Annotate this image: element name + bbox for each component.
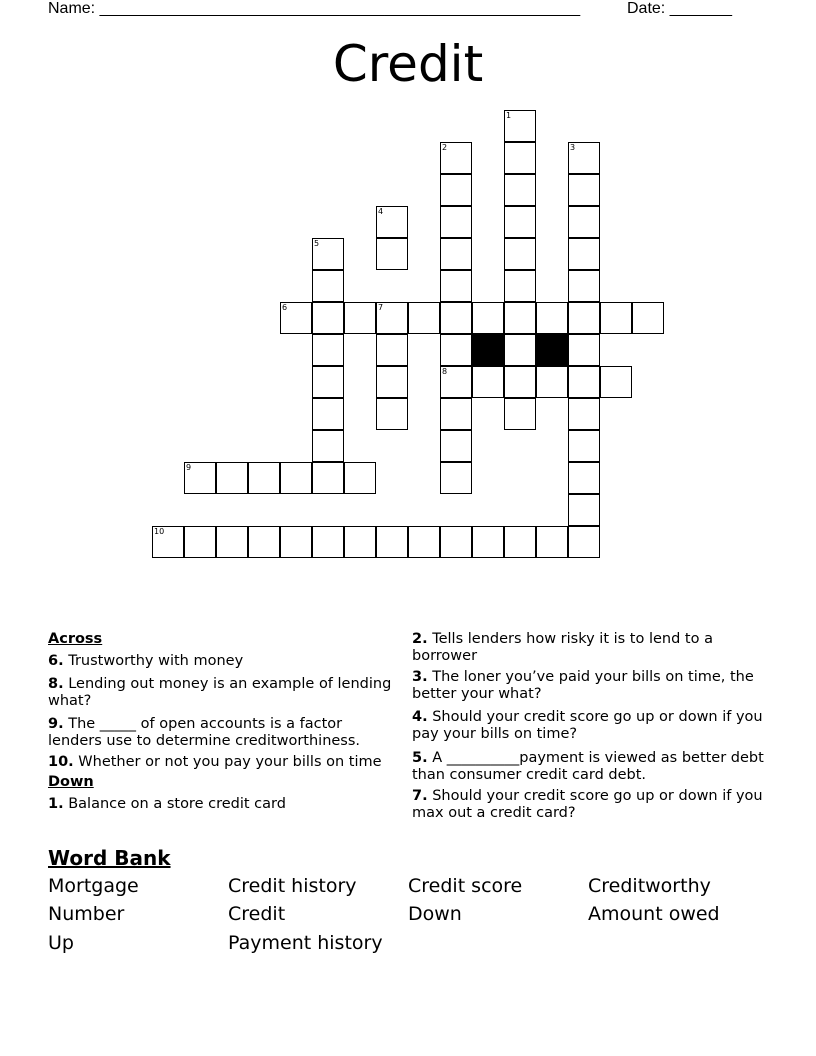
clue-number: 1	[506, 111, 512, 120]
grid-cell[interactable]	[248, 526, 280, 558]
grid-cell[interactable]	[440, 270, 472, 302]
word-bank-item: Up	[48, 932, 74, 954]
grid-cell[interactable]	[568, 526, 600, 558]
word-bank-item: Credit score	[408, 875, 523, 897]
grid-cell[interactable]	[568, 366, 600, 398]
grid-cell[interactable]	[376, 366, 408, 398]
grid-cell[interactable]	[568, 494, 600, 526]
grid-cell[interactable]	[568, 142, 600, 174]
word-bank-item: Credit history	[228, 875, 357, 897]
grid-cell[interactable]	[184, 462, 216, 494]
across-heading: Across	[48, 631, 103, 647]
grid-cell[interactable]	[568, 238, 600, 270]
grid-cell[interactable]	[312, 238, 344, 270]
clue-number: 4	[378, 207, 384, 216]
grid-cell[interactable]	[568, 334, 600, 366]
grid-cell[interactable]	[440, 526, 472, 558]
clue-across-10: 10. Whether or not you pay your bills on time	[48, 754, 382, 770]
page-title: Credit	[332, 35, 484, 93]
word-bank-title: Word Bank	[48, 846, 171, 870]
grid-cell[interactable]	[536, 366, 568, 398]
black-cell	[536, 334, 568, 366]
clues-right-column	[412, 631, 772, 822]
clue-across-8: 8. Lending out money is an example of lending what?	[48, 676, 392, 709]
clues-left-column	[48, 631, 393, 813]
grid-cell[interactable]	[216, 462, 248, 494]
grid-cell[interactable]	[376, 302, 408, 334]
grid-cell[interactable]	[632, 302, 664, 334]
grid-cell[interactable]	[568, 462, 600, 494]
grid-cell[interactable]	[280, 526, 312, 558]
grid-cell[interactable]	[568, 302, 600, 334]
clue-number: 8	[442, 367, 448, 376]
grid-cell[interactable]	[376, 334, 408, 366]
clue-down-3: 3. The loner you’ve paid your bills on time, the better your what?	[412, 669, 754, 702]
grid-cell[interactable]	[472, 526, 504, 558]
clue-down-5: 5. A __________payment is viewed as better debt than consumer credit card debt.	[412, 750, 764, 783]
clue-number: 6	[282, 303, 288, 312]
grid-cell[interactable]	[600, 302, 632, 334]
grid-cell[interactable]	[440, 430, 472, 462]
grid-cell[interactable]	[312, 302, 344, 334]
grid-cell[interactable]	[312, 270, 344, 302]
grid-cell[interactable]	[312, 398, 344, 430]
grid-cell[interactable]	[504, 238, 536, 270]
grid-cell[interactable]	[440, 462, 472, 494]
grid-cell[interactable]	[504, 302, 536, 334]
grid-cell[interactable]	[376, 398, 408, 430]
grid-cell[interactable]	[440, 142, 472, 174]
grid-cell[interactable]	[440, 302, 472, 334]
grid-cell[interactable]	[344, 462, 376, 494]
grid-cell[interactable]	[312, 430, 344, 462]
word-bank-item: Credit	[228, 903, 286, 925]
clue-down-4: 4. Should your credit score go up or down if you pay your bills on time?	[412, 709, 763, 742]
grid-cell[interactable]	[344, 302, 376, 334]
grid-cell[interactable]	[504, 334, 536, 366]
grid-cell[interactable]	[344, 526, 376, 558]
grid-cell[interactable]	[472, 366, 504, 398]
grid-cell[interactable]	[312, 462, 344, 494]
grid-cell[interactable]	[600, 366, 632, 398]
grid-cell[interactable]	[408, 526, 440, 558]
grid-cell[interactable]	[440, 334, 472, 366]
word-bank-item: Amount owed	[588, 903, 720, 925]
clue-number: 5	[314, 239, 320, 248]
grid-cell[interactable]	[504, 366, 536, 398]
grid-cell[interactable]	[312, 334, 344, 366]
grid-cell[interactable]	[440, 366, 472, 398]
word-bank-item: Number	[48, 903, 125, 925]
name-line: Name: ______________________________________________________	[48, 0, 581, 17]
grid-cell[interactable]	[504, 398, 536, 430]
word-bank-item: Payment history	[228, 932, 383, 954]
grid-cell[interactable]	[440, 238, 472, 270]
grid-cell[interactable]	[376, 206, 408, 238]
grid-cell[interactable]	[536, 526, 568, 558]
grid-cell[interactable]	[472, 302, 504, 334]
grid-cell[interactable]	[440, 398, 472, 430]
grid-cell[interactable]	[216, 526, 248, 558]
grid-cell[interactable]	[568, 206, 600, 238]
grid-cell[interactable]	[280, 462, 312, 494]
grid-cell[interactable]	[568, 174, 600, 206]
grid-cell[interactable]	[504, 270, 536, 302]
grid-cell[interactable]	[184, 526, 216, 558]
clue-number: 2	[442, 143, 448, 152]
black-cell	[472, 334, 504, 366]
grid-cell[interactable]	[312, 526, 344, 558]
grid-cell[interactable]	[440, 206, 472, 238]
grid-cell[interactable]	[408, 302, 440, 334]
clue-number: 10	[154, 527, 165, 536]
grid-cell[interactable]	[504, 526, 536, 558]
grid-cell[interactable]	[504, 142, 536, 174]
clue-number: 7	[378, 303, 384, 312]
word-bank-item: Down	[408, 903, 462, 925]
grid-cell[interactable]	[568, 398, 600, 430]
grid-cell[interactable]	[536, 302, 568, 334]
clue-down-1: 1. Balance on a store credit card	[48, 796, 286, 812]
grid-cell[interactable]	[568, 430, 600, 462]
clue-down-2: 2. Tells lenders how risky it is to lend to a borrower	[412, 631, 713, 664]
grid-cell[interactable]	[376, 238, 408, 270]
grid-cell[interactable]	[376, 526, 408, 558]
clue-down-7: 7. Should your credit score go up or down if you max out a credit card?	[412, 788, 763, 821]
grid-cell[interactable]	[504, 206, 536, 238]
date-line: Date: _______	[627, 0, 732, 17]
down-heading: Down	[48, 774, 94, 790]
grid-cell[interactable]	[504, 174, 536, 206]
grid-cell[interactable]	[568, 270, 600, 302]
grid-cell[interactable]	[440, 174, 472, 206]
clue-across-6: 6. Trustworthy with money	[48, 653, 244, 669]
grid-cell[interactable]	[248, 462, 280, 494]
grid-cell[interactable]	[504, 110, 536, 142]
word-bank-item: Mortgage	[48, 875, 139, 897]
word-bank-item: Creditworthy	[588, 875, 711, 897]
clue-across-9: 9. The _____ of open accounts is a factor lenders use to determine creditworthiness.	[48, 716, 361, 749]
grid-cell[interactable]	[312, 366, 344, 398]
grid-cell[interactable]	[152, 526, 184, 558]
grid-cell[interactable]	[280, 302, 312, 334]
clue-number: 9	[186, 463, 192, 472]
clue-number: 3	[570, 143, 576, 152]
